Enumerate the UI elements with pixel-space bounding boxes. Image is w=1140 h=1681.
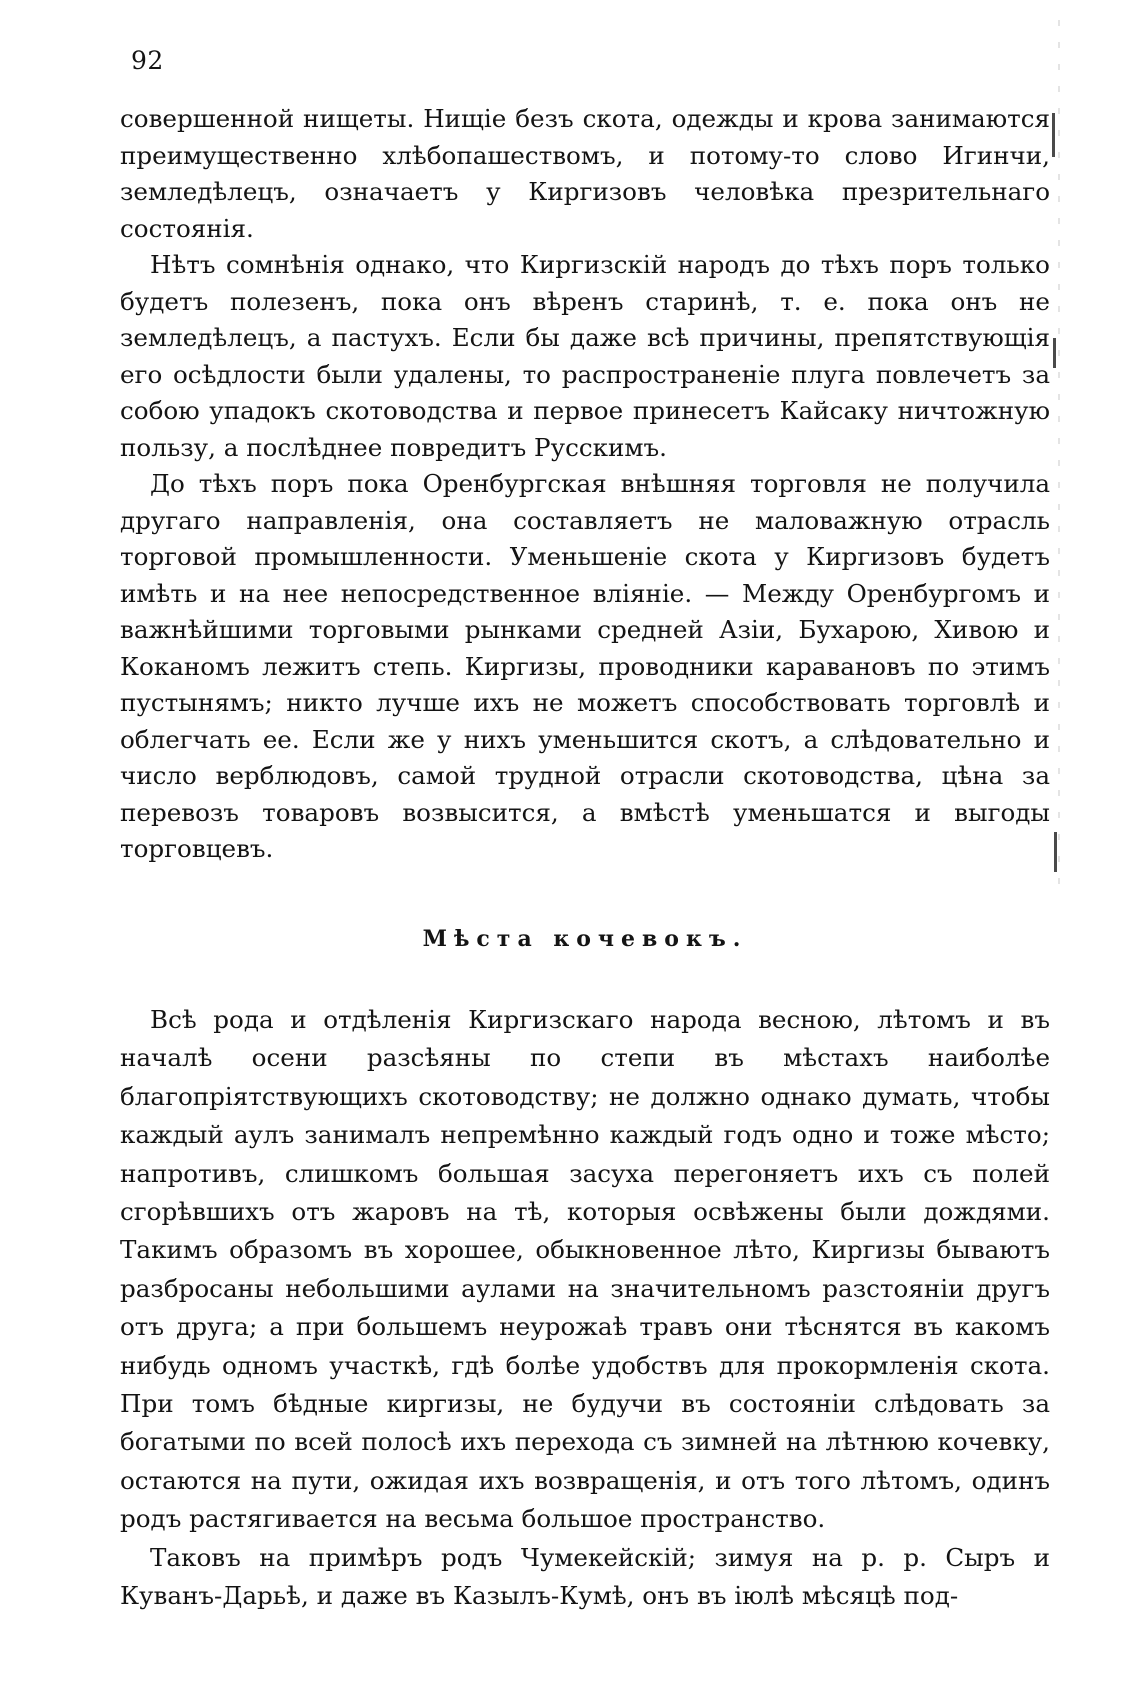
scan-edge-artifact [1058, 20, 1060, 900]
scan-mark [1054, 832, 1057, 872]
section-text-block [120, 1001, 1050, 1616]
scan-mark [1052, 113, 1055, 157]
paragraph-doubt: Нѣтъ сомнѣнія однако, что Киргизскій народъ до тѣхъ поръ только будетъ полезенъ, пока онъ вѣренъ старинѣ, т. е. пока онъ не земледѣлецъ, а пастухъ. Если бы даже всѣ причины, препятствующія его осѣдлости были удалены, то распространеніе плуга повлечетъ за собою упадокъ скотоводства и первое принесетъ Кайсаку ничтожную пользу, а послѣднее повредитъ Русскимъ. [120, 250, 1050, 462]
scan-mark [1053, 338, 1056, 368]
section-heading: Мѣста кочевокъ. [422, 926, 748, 952]
paragraph-nomad-places: Всѣ рода и отдѣленія Киргизскаго народа весною, лѣтомъ и въ началѣ осени разсѣяны по степи въ мѣстахъ наиболѣе благопріятствующихъ скотоводству; не должно однако думать, чтобы каждый аулъ занималъ непремѣнно каждый годъ одно и тоже мѣсто; напротивъ, слишкомъ большая засуха перегоняетъ ихъ съ полей сгорѣвшихъ отъ жаровъ на тѣ, которыя освѣжены были дождями. Такимъ образомъ въ хорошее, обыкновенное лѣто, Киргизы бываютъ разбросаны небольшими аулами на значительномъ разстояніи другъ отъ друга; а при большемъ неурожаѣ травъ они тѣснятся въ какомъ нибудь одномъ участкѣ, гдѣ болѣе удобствъ для прокормленія скота. При томъ бѣдные киргизы, не будучи въ состояніи слѣдовать за богатыми по всей полосѣ ихъ перехода съ зимней на лѣтнюю кочевку, остаются на пути, ожидая ихъ возвращенія, и отъ того лѣтомъ, одинъ родъ растягивается на весьма большое пространство. [120, 1005, 1050, 1534]
paragraph-trade: До тѣхъ поръ пока Оренбургская внѣшняя торговля не получила другаго направленія, она составляетъ не маловажную отрасль торговой промышленности. Уменьшеніе скота у Киргизовъ будетъ имѣть и на нее непосредственное вліяніе. — Между Оренбургомъ и важнѣйшими торговыми рынками средней Азіи, Бухарою, Хивою и Коканомъ лежитъ степь. Киргизы, проводники каравановъ по этимъ пустынямъ; никто лучше ихъ не можетъ способствовать торговлѣ и облегчать ее. Если же у нихъ уменьшится скотъ, а слѣдовательно и число верблюдовъ, самой трудной отрасли скотоводства, цѣна за перевозъ товаровъ возвысится, а вмѣстѣ уменьшатся и выгоды торговцевъ. [120, 469, 1050, 863]
page-number: 92 [131, 46, 164, 75]
paragraph-continuation: совершенной нищеты. Нищіе безъ скота, одежды и крова занимаются преимущественно хлѣбопашествомъ, и потому-то слово Игинчи, земледѣлецъ, означаетъ у Киргизовъ человѣка презрительнаго состоянія. [120, 104, 1050, 243]
intro-text-block [120, 101, 1050, 868]
paragraph-example-clan: Таковъ на примѣръ родъ Чумекейскій; зимуя на р. р. Сыръ и Куванъ-Дарьѣ, и даже въ Казылъ-Кумѣ, онъ въ іюлѣ мѣсяцѣ под- [120, 1542, 1050, 1611]
